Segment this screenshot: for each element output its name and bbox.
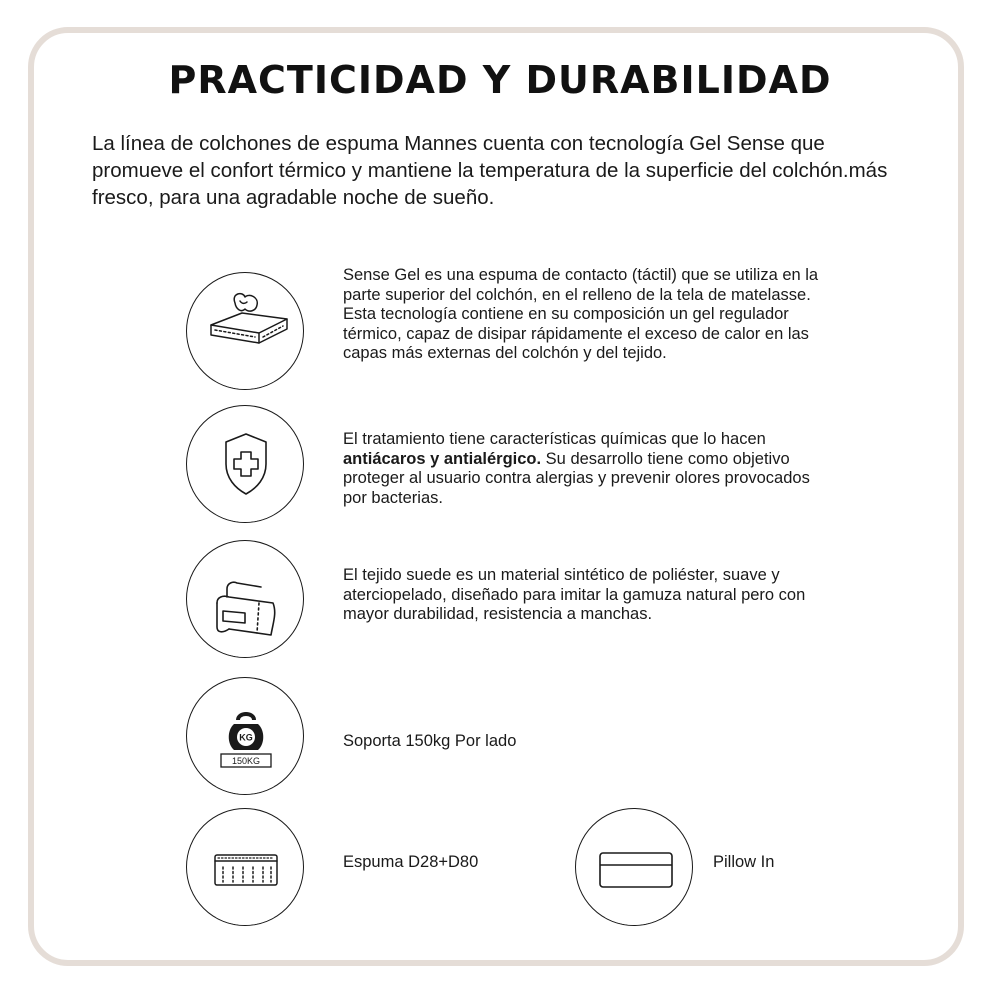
- feature-text-foam: Espuma D28+D80: [343, 853, 479, 871]
- feature-text-shield: El tratamiento tiene características químicas que lo hacen antiácaros y antialérgico. Su desarrollo tiene como objetivo proteger al usuario contra alergias y prevenir olores provocados por bacterias.: [343, 430, 810, 507]
- fabric-badge: [186, 540, 304, 658]
- fabric-roll-icon: [187, 541, 304, 658]
- mattress-gel-icon: [187, 273, 304, 390]
- kettlebell-weight-icon: [187, 678, 304, 795]
- page-title: PRACTICIDAD Y DURABILIDAD: [168, 58, 832, 102]
- feature-text-fabric: El tejido suede es un material sintético de poliéster, suave y aterciopelado, diseñado para imitar la gamuza natural pero con mayor durabilidad, resistencia a manchas.: [343, 566, 806, 623]
- foam-badge: [186, 808, 304, 926]
- kg-icon-label: KG: [239, 732, 253, 743]
- weight-badge: [186, 677, 304, 795]
- shield-plus-icon: [187, 406, 304, 523]
- feature-text-gel: Sense Gel es una espuma de contacto (táctil) que se utiliza en la parte superior del colchón, en el relleno de la tela de matelasse. Esta tecnología contiene en su composición un gel regulador térmico, capaz de disipar rápidamente el exceso de calor en las capas más externas del colchón y del tejido.: [343, 266, 819, 362]
- mattress-gel-badge: [186, 272, 304, 390]
- intro-paragraph: La línea de colchones de espuma Mannes cuenta con tecnología Gel Sense que promueve el confort térmico y mantiene la temperatura de la superficie del colchón.más fresco, para una agradable noche de sueño.: [92, 132, 888, 209]
- feature-text-pillow: Pillow In: [713, 853, 775, 871]
- pillow-badge: [575, 808, 693, 926]
- foam-mattress-icon: [187, 809, 304, 926]
- shield-badge: [186, 405, 304, 523]
- pillow-in-icon: [576, 809, 693, 926]
- feature-text-shield-bold: antiácaros y antialérgico.: [343, 449, 542, 468]
- kg-icon-caption: 150KG: [231, 756, 261, 766]
- feature-text-weight: Soporta 150kg Por lado: [343, 732, 517, 750]
